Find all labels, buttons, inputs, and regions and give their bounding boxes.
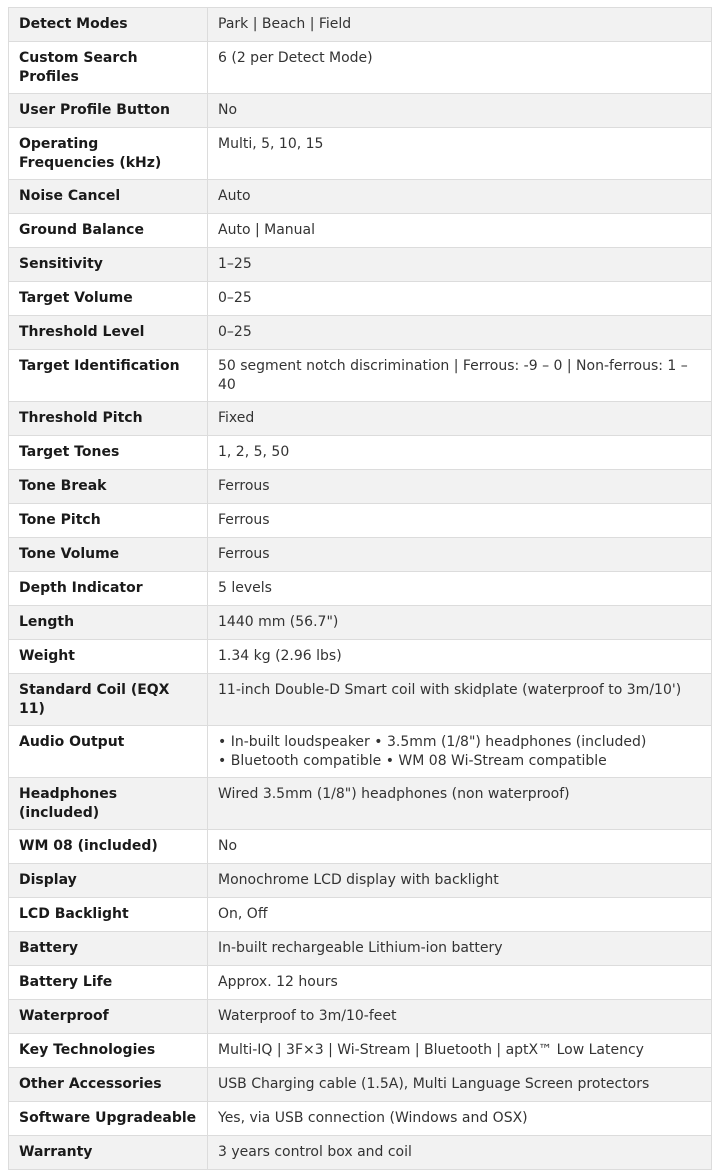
spec-label: Length: [9, 606, 208, 640]
spec-value-line: Monochrome LCD display with backlight: [218, 872, 499, 888]
spec-row: [9, 436, 712, 470]
spec-value-line: Wired 3.5mm (1/8") headphones (non waterproof): [218, 786, 570, 802]
spec-row: [9, 864, 712, 898]
spec-row: [9, 214, 712, 248]
spec-row: [9, 1102, 712, 1136]
spec-row: [9, 180, 712, 214]
spec-value-line: 1440 mm (56.7"): [218, 614, 339, 630]
spec-value: [208, 316, 712, 350]
spec-value: [208, 674, 712, 726]
spec-value: [208, 42, 712, 94]
spec-value: [208, 436, 712, 470]
spec-label: Threshold Level: [9, 316, 208, 350]
spec-label: Weight: [9, 640, 208, 674]
spec-value: [208, 538, 712, 572]
spec-value-line: Park | Beach | Field: [218, 16, 352, 32]
spec-label: Key Technologies: [9, 1034, 208, 1068]
spec-value: [208, 726, 712, 778]
spec-label: Headphones (included): [9, 778, 208, 830]
spec-value: [208, 180, 712, 214]
spec-value-line: 50 segment notch discrimination | Ferrous: -9 – 0 | Non-ferrous: 1 – 40: [218, 358, 688, 393]
spec-label: LCD Backlight: [9, 898, 208, 932]
spec-value-line: Multi-IQ | 3F×3 | Wi-Stream | Bluetooth | aptX™ Low Latency: [218, 1042, 644, 1058]
spec-value: [208, 470, 712, 504]
spec-value-line: Waterproof to 3m/10-feet: [218, 1008, 397, 1024]
spec-label: Standard Coil (EQX 11): [9, 674, 208, 726]
spec-row: [9, 1034, 712, 1068]
spec-table-body: [9, 8, 712, 1170]
spec-value: [208, 932, 712, 966]
spec-value: [208, 1068, 712, 1102]
spec-row: [9, 282, 712, 316]
spec-row: [9, 402, 712, 436]
spec-row: [9, 606, 712, 640]
spec-value: [208, 350, 712, 402]
spec-row: [9, 932, 712, 966]
spec-value: [208, 966, 712, 1000]
spec-label: Warranty: [9, 1136, 208, 1170]
spec-row: [9, 94, 712, 128]
spec-row: [9, 966, 712, 1000]
spec-row: [9, 42, 712, 94]
spec-row: [9, 1068, 712, 1102]
spec-label: Target Volume: [9, 282, 208, 316]
spec-value-line: No: [218, 838, 238, 854]
spec-value-line: • Bluetooth compatible • WM 08 Wi-Stream compatible: [218, 753, 607, 769]
spec-value-line: 3 years control box and coil: [218, 1144, 412, 1160]
spec-value: [208, 778, 712, 830]
spec-label: Operating Frequencies (kHz): [9, 128, 208, 180]
spec-label: Threshold Pitch: [9, 402, 208, 436]
spec-value: [208, 1136, 712, 1170]
spec-row: [9, 538, 712, 572]
spec-value: [208, 128, 712, 180]
spec-value-line: 5 levels: [218, 580, 272, 596]
spec-value-line: 11-inch Double-D Smart coil with skidplate (waterproof to 3m/10'): [218, 682, 682, 698]
spec-label: Waterproof: [9, 1000, 208, 1034]
spec-value-line: On, Off: [218, 906, 268, 922]
spec-value-line: Approx. 12 hours: [218, 974, 338, 990]
spec-value: [208, 572, 712, 606]
spec-row: [9, 8, 712, 42]
spec-value: [208, 504, 712, 538]
spec-label: Custom Search Profiles: [9, 42, 208, 94]
spec-value-line: Yes, via USB connection (Windows and OSX): [218, 1110, 528, 1126]
spec-value-line: Ferrous: [218, 546, 270, 562]
spec-label: Ground Balance: [9, 214, 208, 248]
spec-row: [9, 316, 712, 350]
spec-row: [9, 726, 712, 778]
spec-label: Depth Indicator: [9, 572, 208, 606]
spec-value-line: Auto | Manual: [218, 222, 315, 238]
spec-value-line: 6 (2 per Detect Mode): [218, 50, 373, 66]
spec-value: [208, 402, 712, 436]
spec-row: [9, 504, 712, 538]
spec-label: Other Accessories: [9, 1068, 208, 1102]
spec-label: Target Tones: [9, 436, 208, 470]
spec-value: [208, 606, 712, 640]
spec-value: [208, 898, 712, 932]
spec-label: Software Upgradeable: [9, 1102, 208, 1136]
spec-value-line: Auto: [218, 188, 251, 204]
spec-value: [208, 94, 712, 128]
spec-label: Battery Life: [9, 966, 208, 1000]
spec-row: [9, 778, 712, 830]
spec-value-line: 0–25: [218, 290, 252, 306]
spec-value-line: • In-built loudspeaker • 3.5mm (1/8") headphones (included): [218, 734, 647, 750]
spec-value-line: USB Charging cable (1.5A), Multi Language Screen protectors: [218, 1076, 650, 1092]
spec-label: Noise Cancel: [9, 180, 208, 214]
spec-row: [9, 830, 712, 864]
spec-value-line: Multi, 5, 10, 15: [218, 136, 324, 152]
spec-label: Audio Output: [9, 726, 208, 778]
spec-value-line: 1, 2, 5, 50: [218, 444, 290, 460]
spec-label: Tone Break: [9, 470, 208, 504]
spec-value-line: No: [218, 102, 238, 118]
spec-row: [9, 350, 712, 402]
spec-row: [9, 128, 712, 180]
spec-value: [208, 830, 712, 864]
spec-value: [208, 214, 712, 248]
spec-label: Tone Pitch: [9, 504, 208, 538]
spec-row: [9, 572, 712, 606]
spec-row: [9, 248, 712, 282]
spec-value-line: Fixed: [218, 410, 255, 426]
spec-label: Battery: [9, 932, 208, 966]
spec-value-line: 1–25: [218, 256, 252, 272]
spec-value: [208, 1000, 712, 1034]
spec-value: [208, 8, 712, 42]
spec-label: Detect Modes: [9, 8, 208, 42]
spec-value: [208, 1034, 712, 1068]
spec-value-line: 1.34 kg (2.96 lbs): [218, 648, 342, 664]
spec-value: [208, 248, 712, 282]
spec-label: WM 08 (included): [9, 830, 208, 864]
spec-value: [208, 282, 712, 316]
spec-row: [9, 674, 712, 726]
spec-value: [208, 1102, 712, 1136]
spec-value: [208, 864, 712, 898]
spec-value-line: 0–25: [218, 324, 252, 340]
spec-row: [9, 470, 712, 504]
spec-row: [9, 1136, 712, 1170]
spec-label: Target Identification: [9, 350, 208, 402]
spec-row: [9, 898, 712, 932]
spec-row: [9, 1000, 712, 1034]
spec-value: [208, 640, 712, 674]
spec-label: Sensitivity: [9, 248, 208, 282]
spec-table: [8, 7, 712, 1170]
spec-label: Display: [9, 864, 208, 898]
spec-row: [9, 640, 712, 674]
spec-label: Tone Volume: [9, 538, 208, 572]
spec-value-line: Ferrous: [218, 478, 270, 494]
spec-value-line: Ferrous: [218, 512, 270, 528]
spec-value-line: In-built rechargeable Lithium-ion battery: [218, 940, 503, 956]
spec-label: User Profile Button: [9, 94, 208, 128]
